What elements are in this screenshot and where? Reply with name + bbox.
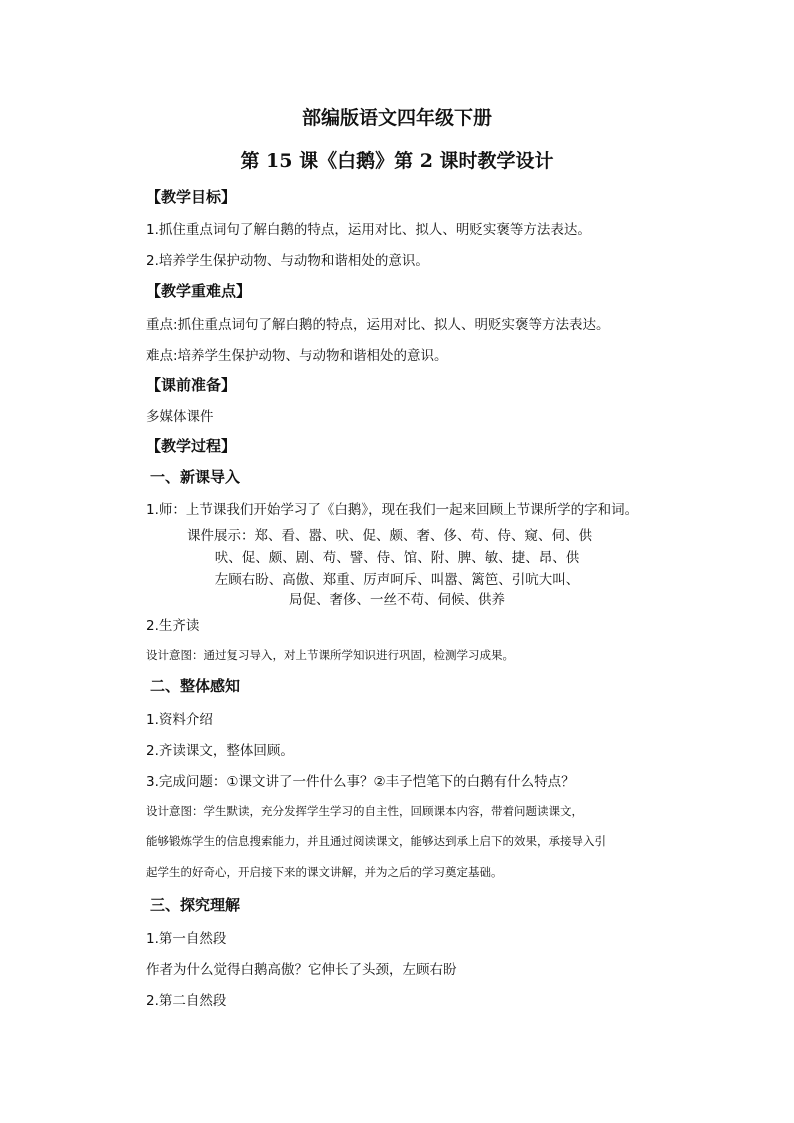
section-3-paragraph-2: 作者为什么觉得白鹅高傲？它伸长了头颈，左顾右盼 <box>146 962 457 978</box>
key-point: 重点:抓住重点词句了解白鹅的特点，运用对比、拟人、明贬实褒等方法表达。 <box>146 317 610 333</box>
lesson-title: 第 15 课《白鹅》第 2 课时教学设计 <box>240 150 554 172</box>
section-2-paragraph-1: 1.资料介绍 <box>146 712 213 728</box>
section-2-title: 二、整体感知 <box>150 677 241 695</box>
objective-1: 1.抓住重点词句了解白鹅的特点，运用对比、拟人、明贬实褒等方法表达。 <box>146 222 591 238</box>
design-intent-2-line-2: 能够锻炼学生的信息搜索能力，并且通过阅读课文，能够达到承上启下的效果，承接导入引 <box>146 834 606 848</box>
courseware-line-3: 左顾右盼、高傲、郑重、厉声呵斥、叫嚣、篱笆、引吭大叫、 <box>214 572 580 588</box>
design-intent-2-line-3: 起学生的好奇心，开启接下来的课文讲解，并为之后的学习奠定基础。 <box>146 865 503 879</box>
section-2-paragraph-2: 2.齐读课文，整体回顾。 <box>146 743 294 759</box>
courseware-line-4: 局促、奢侈、一丝不苟、伺候、供养 <box>289 592 505 608</box>
heading-preparation: 【课前准备】 <box>146 376 237 394</box>
section-2-paragraph-3: 3.完成问题：①课文讲了一件什么事？②丰子恺笔下的白鹅有什么特点？ <box>146 774 575 790</box>
heading-key-points: 【教学重难点】 <box>146 282 252 300</box>
document-title: 部编版语文四年级下册 <box>301 107 492 129</box>
design-intent-1: 设计意图：通过复习导入，对上节课所学知识进行巩固，检测学习成果。 <box>146 648 514 662</box>
heading-objectives: 【教学目标】 <box>146 188 237 206</box>
section-3-title: 三、探究理解 <box>150 896 241 914</box>
design-intent-2-line-1: 设计意图：学生默读，充分发挥学生学习的自主性，回顾课本内容，带着问题读课文， <box>146 804 583 818</box>
section-1-paragraph-2: 2.生齐读 <box>146 618 200 634</box>
heading-process: 【教学过程】 <box>146 437 237 455</box>
objective-2: 2.培养学生保护动物、与动物和谐相处的意识。 <box>146 253 429 269</box>
hard-point: 难点:培养学生保护动物、与动物和谐相处的意识。 <box>146 348 448 364</box>
section-3-paragraph-1: 1.第一自然段 <box>146 931 227 947</box>
section-1-title: 一、新课导入 <box>150 468 241 486</box>
section-1-paragraph-1: 1.师：上节课我们开始学习了《白鹅》，现在我们一起来回顾上节课所学的字和词。 <box>146 502 639 518</box>
section-3-paragraph-3: 2.第二自然段 <box>146 993 227 1009</box>
preparation-text: 多媒体课件 <box>146 409 214 425</box>
courseware-line-2: 吠、促、颇、剧、苟、譬、侍、馆、附、脾、敏、捷、昂、供 <box>214 550 580 566</box>
courseware-line-1: 课件展示：郑、看、嚣、吠、促、颇、奢、侈、苟、侍、窥、伺、供 <box>187 528 592 544</box>
